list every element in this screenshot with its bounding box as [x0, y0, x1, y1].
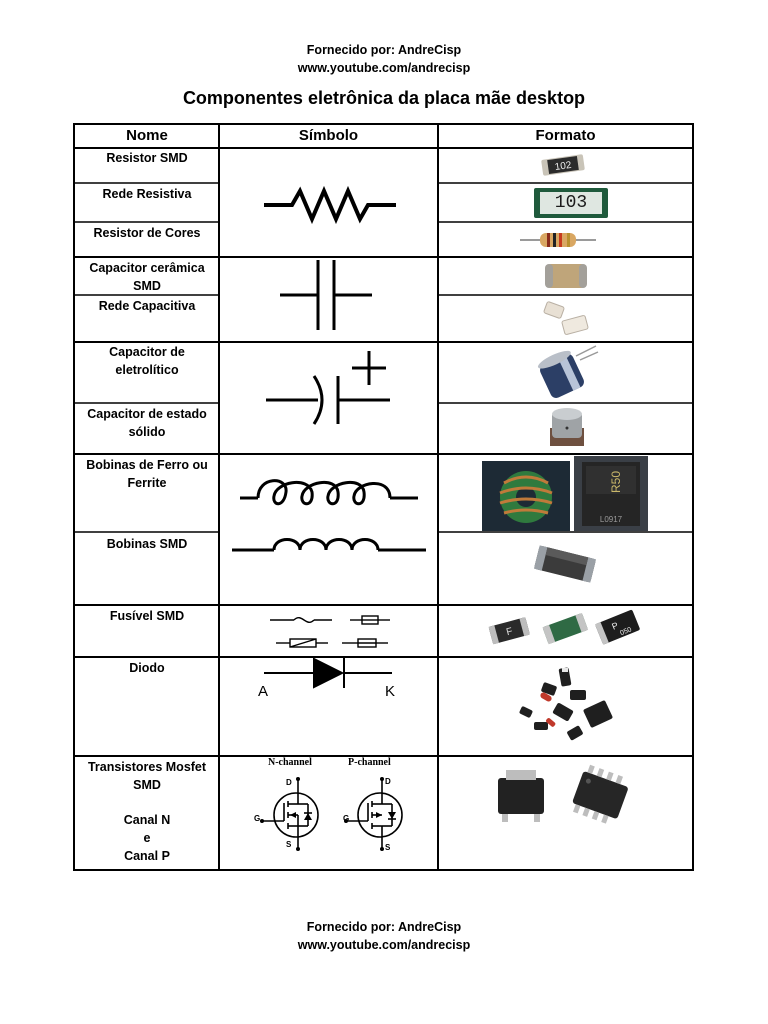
name-diodo: Diodo: [129, 661, 165, 675]
resistor-network-photo: [534, 188, 608, 218]
name-capacitor-ceramica-line1: Capacitor cerâmica: [89, 261, 205, 275]
mosfets-photo: [494, 764, 640, 828]
p-channel-mosfet-icon: [340, 775, 412, 855]
p-source-label: S: [385, 843, 391, 852]
name-resistor-cores: Resistor de Cores: [93, 226, 201, 240]
name-capacitor-solido-line1: Capacitor de estado: [87, 407, 207, 421]
credit-footer-author: Fornecido por: AndreCisp: [306, 920, 462, 934]
name-capacitor-ceramica-line2: SMD: [133, 279, 161, 293]
ferrite-code: L0917: [599, 515, 623, 524]
name-bobinas-ferro-line1: Bobinas de Ferro ou: [86, 458, 208, 472]
n-gate-label: G: [254, 814, 261, 823]
credit-url: www.youtube.com/andrecisp: [297, 61, 471, 75]
resistor-symbol-icon: [260, 185, 400, 225]
capacitor-network-photo: [541, 300, 591, 338]
name-mosfet: [76, 758, 218, 865]
fuse-marking-3: 050: [619, 626, 633, 638]
fuse-symbols-icon: [266, 609, 396, 653]
name-capacitor-solido-line2: sólido: [128, 425, 166, 439]
n-source-label: S: [286, 840, 292, 849]
name-capacitor-eletrolitico-line2: eletrolítico: [115, 363, 179, 377]
smd-resistor-marking: 102: [554, 159, 573, 174]
n-drain-label: D: [286, 778, 292, 787]
name-bobinas-smd: Bobinas SMD: [106, 537, 188, 551]
p-channel-label: P-channel: [348, 757, 391, 768]
smd-fuses-photo: [486, 608, 646, 648]
name-rede-capacitiva: Rede Capacitiva: [98, 299, 196, 313]
name-mosfet-line5: Canal P: [124, 849, 170, 863]
fuse-marking-2: P: [610, 620, 620, 632]
name-capacitor-eletrolitico-line1: Capacitor de: [109, 345, 185, 359]
p-drain-label: D: [385, 777, 391, 786]
name-rede-resistiva: Rede Resistiva: [102, 187, 192, 201]
name-mosfet-line1: Transistores Mosfet: [87, 760, 207, 774]
n-channel-label: N-channel: [268, 757, 312, 768]
svg-text:●: ●: [564, 425, 570, 432]
name-bobinas-ferro-line2: Ferrite: [127, 476, 167, 490]
ferrite-smd-inductor-photo: [574, 456, 648, 531]
p-gate-label: G: [343, 814, 350, 823]
credit-header: [0, 41, 768, 77]
name-mosfet-line3: Canal N: [123, 813, 171, 827]
name-mosfet-line4: e: [143, 831, 151, 845]
diode-symbol-icon: [262, 657, 394, 693]
smd-inductor-symbol-icon: [230, 532, 428, 560]
diode-anode-label: A: [258, 683, 269, 700]
name-capacitor-ceramica: [76, 259, 218, 295]
electrolytic-capacitor-photo: [534, 344, 600, 400]
solid-capacitor-photo: [546, 406, 588, 450]
polarized-capacitor-symbol-icon: [264, 348, 394, 432]
credit-author: Fornecido por: AndreCisp: [306, 43, 462, 57]
color-band-resistor-photo: [520, 229, 596, 251]
smd-resistor-photo: [540, 151, 586, 179]
name-capacitor-solido: [76, 405, 218, 441]
name-resistor-smd: Resistor SMD: [106, 151, 188, 165]
smd-inductor-photo: [530, 540, 600, 588]
ferrite-toroid-photo: [482, 461, 570, 531]
page-title: Componentes eletrônica da placa mãe desktop: [182, 88, 586, 108]
resistor-network-marking: 103: [540, 192, 602, 214]
credit-footer: [0, 918, 768, 954]
inductor-symbol-icon: [238, 470, 420, 514]
ceramic-capacitor-photo: [543, 259, 589, 291]
header-simbolo: Símbolo: [298, 127, 359, 144]
name-fusivel-smd: Fusível SMD: [109, 609, 185, 623]
diode-cathode-label: K: [385, 683, 396, 700]
name-capacitor-eletrolitico: [76, 343, 218, 379]
name-bobinas-ferro: [76, 456, 218, 492]
diodes-photo: [514, 664, 620, 752]
credit-footer-url: www.youtube.com/andrecisp: [297, 938, 471, 952]
fuse-marking-1: F: [505, 626, 514, 639]
ferrite-marking: R50: [609, 470, 623, 494]
header-formato: Formato: [535, 127, 596, 144]
name-mosfet-line2: SMD: [133, 778, 161, 792]
capacitor-symbol-icon: [278, 258, 374, 332]
header-nome: Nome: [126, 127, 168, 144]
